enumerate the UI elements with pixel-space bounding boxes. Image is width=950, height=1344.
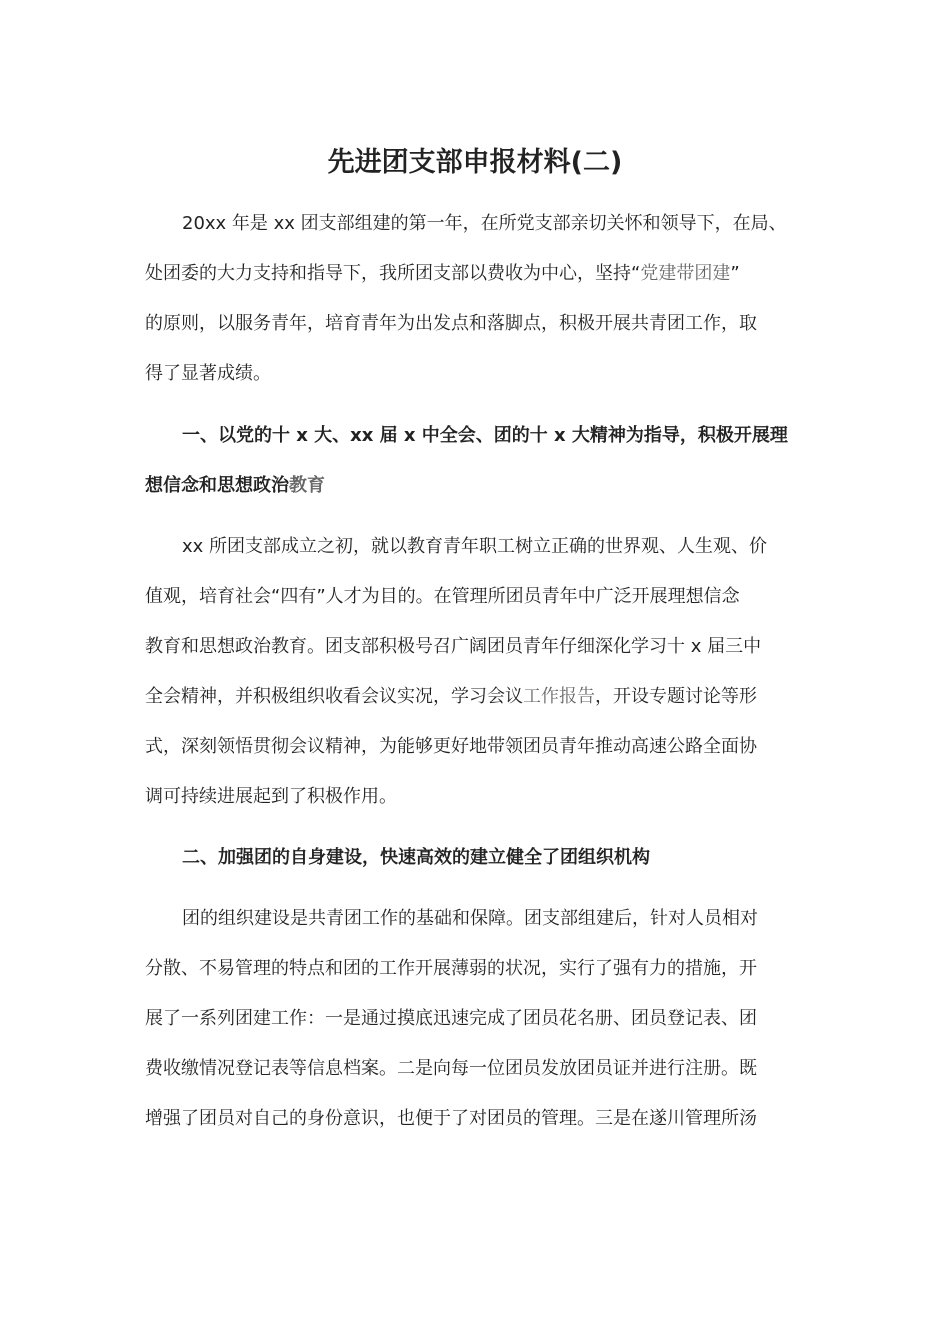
section-2-line-4: 费收缴情况登记表等信息档案。二是向每一位团员发放团员证并进行注册。既: [145, 1058, 757, 1079]
section-1-line-4: [145, 672, 805, 722]
section-1-body: [145, 522, 805, 822]
section-1-line-2: 值观，培育社会“四有”人才为目的。在管理所团员青年中广泛开展理想信念: [145, 586, 740, 607]
section-2-body: [145, 894, 805, 1144]
section-1-line-5: 式，深刻领悟贯彻会议精神，为能够更好地带领团员青年推动高速公路全面协: [145, 736, 757, 757]
section-1-heading-line-2-text: 想信念和思想政治: [145, 475, 289, 496]
document-title: 先进团支部申报材料(二): [327, 147, 623, 178]
section-1-line-4-c: ，开设专题讨论等形: [595, 686, 757, 707]
intro-line-1: 20xx 年是 xx 团支部组建的第一年，在所党支部亲切关怀和领导下，在局、: [182, 213, 787, 234]
education-link[interactable]: 教育: [289, 475, 325, 496]
section-1-line-4-a: 全会精神，并积极组织收看会议实况，学习会议: [145, 686, 523, 707]
section-1-line-3: 教育和思想政治教育。团支部积极号召广阔团员青年仔细深化学习十 x 届三中: [145, 636, 762, 657]
section-2-line-5: 增强了团员对自己的身份意识，也便于了对团员的管理。三是在遂川管理所汤: [145, 1108, 757, 1129]
section-1-heading: [145, 411, 805, 511]
intro-line-2-quote: ”: [730, 263, 740, 284]
section-2-line-1: 团的组织建设是共青团工作的基础和保障。团支部组建后，针对人员相对: [182, 908, 758, 929]
work-report-link[interactable]: 工作报告: [523, 686, 595, 707]
section-2-heading-line-1: 二、加强团的自身建设，快速高效的建立健全了团组织机构: [182, 847, 650, 868]
section-1-line-1: xx 所团支部成立之初，就以教育青年职工树立正确的世界观、人生观、价: [182, 536, 768, 557]
section-2-line-3: 展了一系列团建工作：一是通过摸底迅速完成了团员花名册、团员登记表、团: [145, 1008, 757, 1029]
section-1-heading-line-1: 一、以党的十 x 大、xx 届 x 中全会、团的十 x 大精神为指导，积极开展理: [182, 425, 788, 446]
section-1-heading-line-2: [145, 461, 805, 511]
party-build-link[interactable]: 党建带团建: [640, 263, 731, 284]
intro-line-2-text: 处团委的大力支持和指导下，我所团支部以费收为中心，坚持“: [145, 263, 641, 284]
section-2-heading: [145, 833, 805, 883]
section-1-line-6: 调可持续进展起到了积极作用。: [145, 786, 397, 807]
section-2-line-2: 分散、不易管理的特点和团的工作开展薄弱的状况，实行了强有力的措施，开: [145, 958, 757, 979]
intro-paragraph: [145, 199, 805, 399]
intro-line-3: 的原则，以服务青年，培育青年为出发点和落脚点，积极开展共青团工作，取: [145, 313, 757, 334]
intro-line-2: [145, 249, 805, 299]
intro-line-4: 得了显著成绩。: [145, 363, 271, 384]
